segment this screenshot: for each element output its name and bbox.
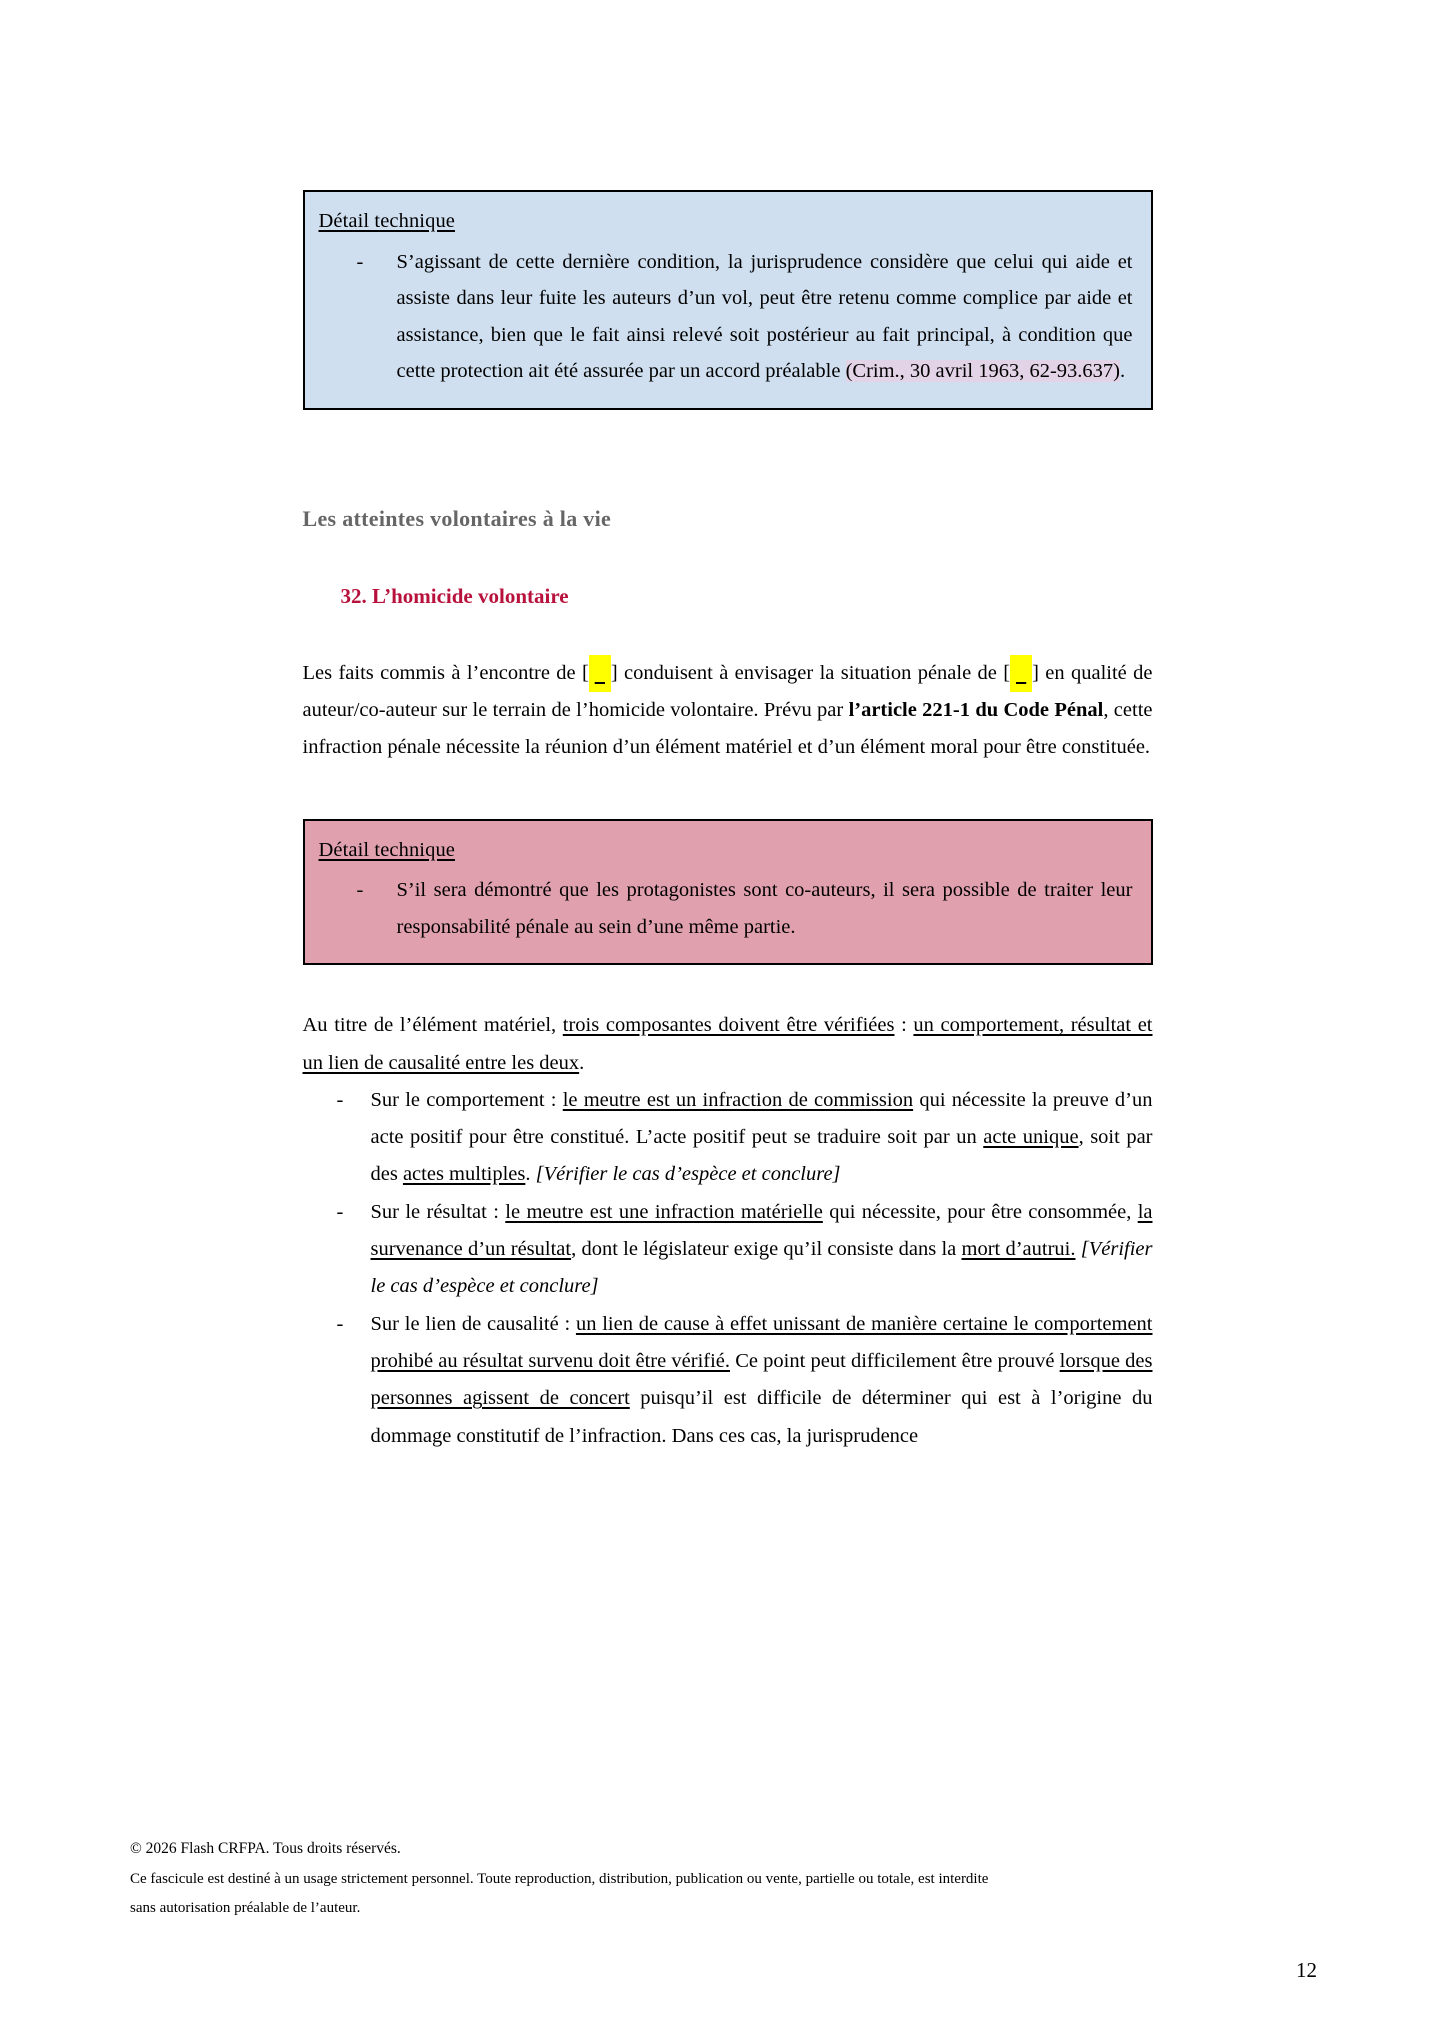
bullet-text-1: Sur le lien de causalité : (370, 1312, 576, 1335)
spacer (303, 410, 1153, 506)
intro-text-part-4: , cette infraction pénale nécessite la réunion d’un élément matériel et d’un élément moral pour être constituée. (302, 698, 1153, 759)
lead-underline-1: trois composantes doivent être vérifiées (562, 1014, 895, 1037)
bullet-item-comportement (303, 1082, 1153, 1194)
lead-text-2: : (894, 1014, 914, 1037)
section-heading: Les atteintes volontaires à la vie (302, 505, 612, 531)
footer-copyright: © 2026 Flash CRFPA. Tous droits réservés. (130, 1840, 401, 1858)
footer-legal-notice: Ce fascicule est destiné à un usage strictement personnel. Toute reproduction, distribution, publication ou vente, partielle ou totale, est interdite sans autorisation préalable de l’auteur. (130, 1870, 989, 1916)
bullet-text-2: qui nécessite la preuve d’un acte positif pour être constitué. L’acte positif peut se traduire soit par un (370, 1088, 1153, 1149)
callout-title: Détail technique (318, 838, 456, 861)
callout-bullet-item: - S’il sera démontré que les protagonistes sont co-auteurs, il sera possible de traiter leur responsabilité pénale au sein d’une même partie. (319, 872, 1133, 945)
bullet-text-2: qui nécessite, pour être consommée, (822, 1200, 1138, 1223)
bullet-text-1: Sur le comportement : (370, 1088, 563, 1111)
page-number: 12 (1296, 1958, 1317, 1982)
bullet-underline-1: un lien de cause à effet unissant de manière certaine le comportement prohibé au résultat survenu doit être vérifié. (370, 1312, 1153, 1372)
lead-text-1: Au titre de l’élément matériel, (302, 1014, 563, 1037)
page-footer (130, 1834, 1000, 1923)
bullet-underline-1: le meutre est une infraction matérielle (505, 1200, 823, 1223)
callout-title: Détail technique (318, 210, 456, 232)
blank-placeholder-1 (589, 655, 611, 692)
blank-placeholder-2 (1010, 655, 1032, 692)
article-reference-bold: l’article 221-1 du Code Pénal (848, 698, 1104, 721)
bullet-italic-instruction: [Vérifier le cas d’espèce et conclure] (370, 1238, 1153, 1298)
callout-box-detail-technique-blue (303, 190, 1153, 410)
intro-paragraph (303, 655, 1153, 767)
spacer (303, 767, 1153, 819)
bullet-text-2: Ce point peut difficilement être prouvé (730, 1349, 1060, 1372)
bullet-text-4: . (525, 1163, 536, 1186)
case-citation-highlight: (Crim., 30 avril 1963, 62-93.637) (845, 360, 1121, 383)
material-element-lead (303, 1007, 1153, 1082)
intro-text-part-1: Les faits commis à l’encontre de [ (302, 661, 589, 684)
bullet-item-resultat (303, 1194, 1153, 1306)
page-content (303, 190, 1153, 1455)
spacer (303, 609, 1153, 655)
bullet-underline-3: mort d’autrui. (961, 1238, 1076, 1261)
spacer (303, 532, 1153, 584)
bullet-text-3: , soit par des (370, 1126, 1153, 1186)
callout-bullet-item (319, 244, 1133, 390)
bullet-underline-1: le meutre est un infraction de commission (562, 1088, 914, 1111)
callout-bullet-list (319, 244, 1133, 390)
bullet-underline-3: actes multiples (402, 1163, 526, 1186)
bullet-underline-2: acte unique (983, 1126, 1079, 1149)
bullet-italic-instruction: [Vérifier le cas d’espèce et conclure] (535, 1163, 841, 1186)
bullet-underline-2: la survenance d’un résultat (370, 1200, 1153, 1261)
intro-text-part-2: ] conduisent à envisager la situation pénale de [ (610, 661, 1011, 684)
lead-text-3: . (579, 1051, 585, 1074)
bullet-item-lien-causalite (303, 1306, 1153, 1455)
callout-bullet-text-end: . (1120, 360, 1126, 383)
spacer (303, 965, 1153, 1007)
bullet-text-3: , dont le législateur exige qu’il consiste dans la (571, 1238, 962, 1261)
lead-underline-2: un comportement, résultat et un lien de causalité entre les deux (302, 1014, 1153, 1074)
intro-text-part-3: ] en qualité de auteur/co-auteur sur le terrain de l’homicide volontaire. Prévu par (302, 661, 1153, 721)
bullet-underline-2: lorsque des personnes agissent de concert (370, 1349, 1153, 1410)
bullet-text-3: puisqu’il est difficile de déterminer qui est à l’origine du dommage constitutif de l’infraction. Dans ces cas, la jurisprudence (370, 1387, 1153, 1447)
callout-box-detail-technique-pink (303, 819, 1153, 966)
callout-bullet-text: S’agissant de cette dernière condition, la jurisprudence considère que celui qui aide et assiste dans leur fuite les auteurs d’un vol, peut être retenu comme complice par aide et assistance, bien que le fait ainsi relevé soit postérieur au fait principal, à condition que cette protection ait été assurée par un accord préalable (396, 250, 1133, 383)
callout-bullet-list (319, 872, 1133, 945)
bullet-text-1: Sur le résultat : (370, 1200, 506, 1223)
material-element-bullet-list (303, 1082, 1153, 1455)
sub-heading-homicide-volontaire: 32. L’homicide volontaire (340, 583, 569, 608)
